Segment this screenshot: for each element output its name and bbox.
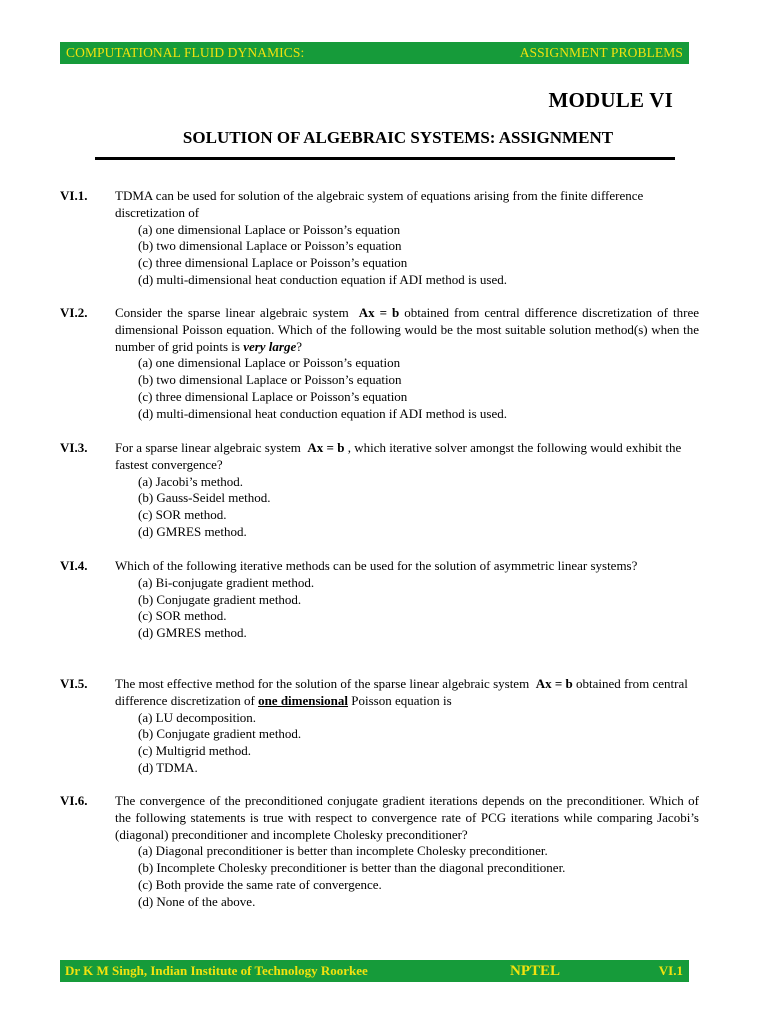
option-a: (a) one dimensional Laplace or Poisson’s equation — [138, 355, 401, 371]
option-list — [138, 843, 699, 910]
page-subtitle: SOLUTION OF ALGEBRAIC SYSTEMS: ASSIGNMENT — [182, 128, 614, 147]
equation-ax-b: Ax = b — [307, 440, 345, 455]
option-d: (d) multi-dimensional heat conduction equation if ADI method is used. — [138, 405, 507, 421]
header-course-title: COMPUTATIONAL FLUID DYNAMICS: — [66, 45, 305, 60]
question-text-part2: obtained from central difference discretization of — [115, 676, 688, 708]
option-list — [138, 575, 699, 642]
option-d: (d) None of the above. — [138, 893, 256, 909]
question-text-part2: obtained from central difference discretization of three dimensional Poisson equation. Which of the following would be the most suitable solution method(s) when the number of grid points is — [115, 305, 699, 354]
module-title: MODULE VI — [548, 88, 673, 112]
question-text: Which of the following iterative methods can be used for the solution of asymmetric linear systems? — [115, 558, 638, 573]
header-bar — [60, 42, 689, 64]
option-b: (b) two dimensional Laplace or Poisson’s equation — [138, 372, 402, 388]
question-vi2 — [60, 305, 699, 423]
question-text — [115, 440, 699, 474]
option-d: (d) TDMA. — [138, 759, 198, 775]
option-d: (d) GMRES method. — [138, 523, 247, 539]
question-text-part1: The most effective method for the solution of the sparse linear algebraic system — [115, 676, 530, 691]
question-emphasis: very large — [243, 338, 297, 354]
question-text-part2: , which iterative solver amongst the following would exhibit the fastest convergence? — [115, 440, 682, 472]
footer-page-number: VI.1 — [658, 963, 683, 978]
question-vi3 — [60, 440, 699, 541]
question-text-part1: For a sparse linear algebraic system — [115, 440, 301, 455]
question-text: TDMA can be used for solution of the algebraic system of equations arising from the finite difference discretization of — [115, 188, 644, 220]
option-b: (b) Incomplete Cholesky preconditioner is better than the diagonal preconditioner. — [138, 860, 566, 876]
question-text-part1: Consider the sparse linear algebraic system — [115, 305, 349, 320]
option-list — [138, 474, 699, 541]
equation-ax-b: Ax = b — [358, 305, 400, 320]
option-a: (a) one dimensional Laplace or Poisson’s equation — [138, 221, 401, 237]
question-emphasis: one dimensional — [258, 692, 348, 708]
option-a: (a) Jacobi’s method. — [138, 473, 244, 489]
question-text — [115, 305, 699, 355]
footer-author: Dr K M Singh, Indian Institute of Technology Roorkee — [65, 963, 368, 978]
option-d: (d) multi-dimensional heat conduction equation if ADI method is used. — [138, 271, 507, 287]
question-vi1 — [60, 188, 699, 289]
header-section-title: ASSIGNMENT PROBLEMS — [519, 45, 683, 60]
option-list — [138, 355, 699, 422]
question-vi4 — [60, 558, 699, 642]
footer-bar — [60, 960, 689, 982]
option-c: (c) SOR method. — [138, 507, 227, 523]
option-a: (a) Bi-conjugate gradient method. — [138, 574, 315, 590]
question-number: VI.2. — [60, 305, 88, 320]
option-c: (c) three dimensional Laplace or Poisson’s equation — [138, 255, 408, 271]
option-d: (d) GMRES method. — [138, 625, 247, 641]
option-b: (b) Gauss-Seidel method. — [138, 490, 271, 506]
option-c: (c) Multigrid method. — [138, 743, 252, 759]
question-number: VI.3. — [60, 440, 88, 455]
option-list — [138, 222, 699, 289]
option-a: (a) LU decomposition. — [138, 709, 257, 725]
question-text-part3: ? — [296, 338, 303, 354]
option-c: (c) Both provide the same rate of convergence. — [138, 876, 382, 892]
question-vi5 — [60, 676, 699, 777]
option-b: (b) Conjugate gradient method. — [138, 591, 302, 607]
question-text: The convergence of the preconditioned conjugate gradient iterations depends on the preconditioner. Which of the following statements is true with respect to convergence rate of PCG iterations while comparing Jacobi’s (diagonal) preconditioner and incomplete Cholesky preconditioner? — [115, 793, 699, 842]
option-b: (b) two dimensional Laplace or Poisson’s equation — [138, 238, 402, 254]
option-c: (c) three dimensional Laplace or Poisson’s equation — [138, 388, 408, 404]
option-b: (b) Conjugate gradient method. — [138, 726, 302, 742]
question-text-part3: Poisson equation is — [351, 692, 452, 708]
question-text — [115, 676, 699, 710]
equation-ax-b: Ax = b — [535, 676, 573, 691]
question-number: VI.4. — [60, 558, 88, 573]
title-divider — [95, 157, 675, 160]
option-list — [138, 710, 699, 777]
question-number: VI.6. — [60, 793, 88, 808]
option-a: (a) Diagonal preconditioner is better than incomplete Cholesky preconditioner. — [138, 843, 548, 859]
question-vi6 — [60, 793, 699, 911]
footer-nptel: NPTEL — [510, 962, 561, 979]
option-c: (c) SOR method. — [138, 608, 227, 624]
question-number: VI.1. — [60, 188, 88, 203]
question-number: VI.5. — [60, 676, 88, 691]
